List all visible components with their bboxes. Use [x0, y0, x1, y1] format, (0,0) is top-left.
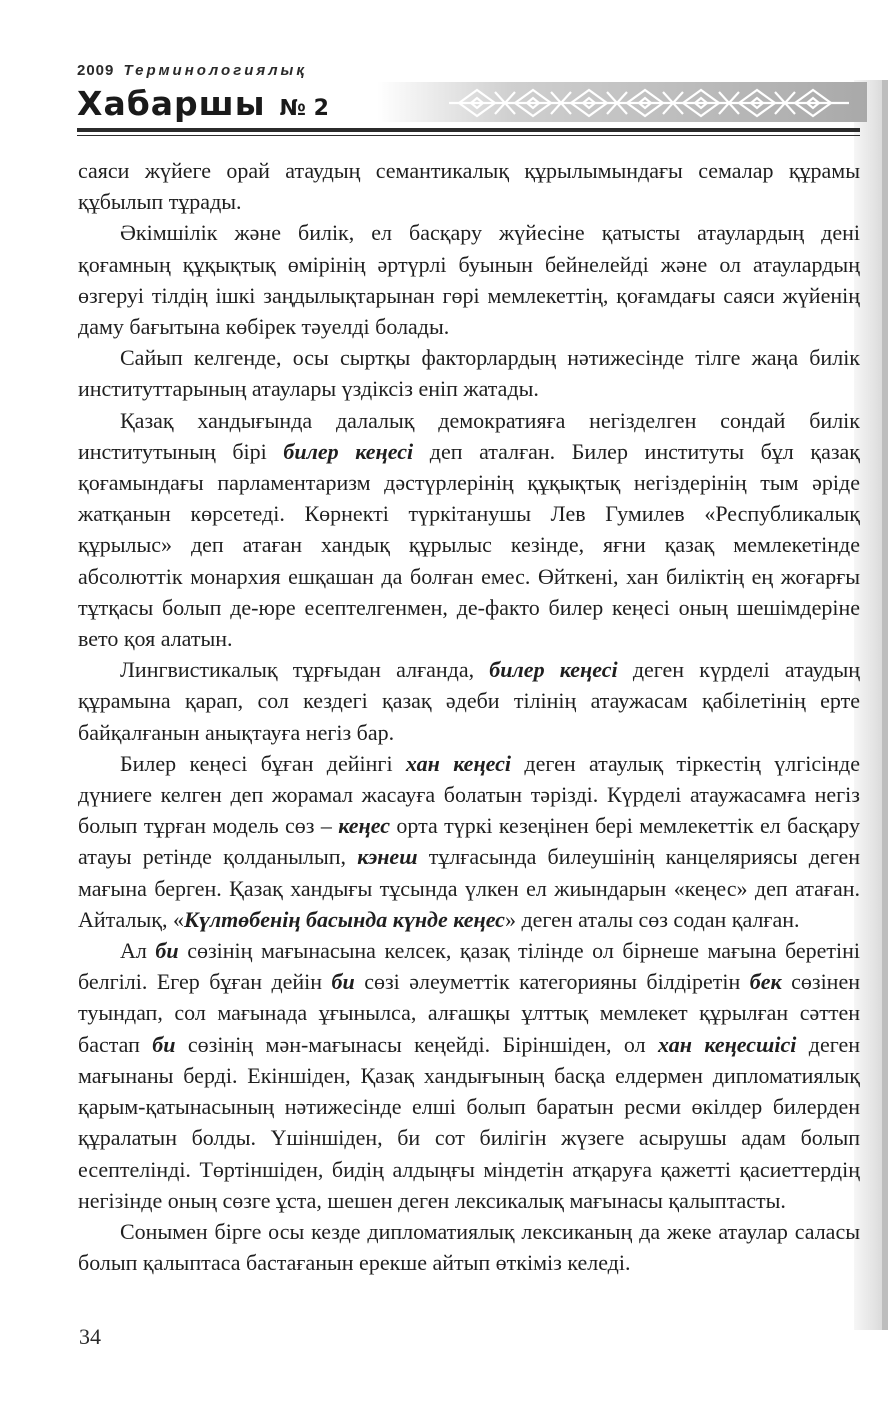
header-rule-thin: [77, 135, 860, 136]
header-rule-thick: [77, 128, 860, 132]
running-header: [77, 62, 860, 123]
page-edge-strip: [882, 80, 888, 1330]
emphasized-term: билер кеңесі: [283, 438, 414, 464]
emphasized-term: билер кеңесі: [489, 657, 618, 683]
emphasized-term: кеңес: [338, 813, 390, 839]
text-run: деген күрделі атаудың құрамына қарап, сол кездегі қазақ әдеби тілінің атаужасам қабілетінің ерте байқалғанын анықтауға негіз бар.: [78, 657, 860, 745]
paragraph: [78, 935, 860, 1216]
text-run: » деген аталы сөз содан қалған.: [504, 906, 800, 932]
text-run: Лингвистикалық тұрғыдан алғанда,: [120, 657, 490, 683]
text-run: деп аталған. Билер институты бұл қазақ қоғамындағы парламентаризм дәстүрлерінің құқықтық негіздерінің тым әріде жатқанын көрсетеді. Көрнекті түркітанушы Лев Гумилев «Республикалық құрылыс» деп атаған хандық құрылыс кезінде, яғни қазақ мемлекетінде абсолюттік монархия ешқашан да болған емес. Өйткені, хан биліктің ең жоғарғы тұтқасы болып де-юре есептелгенмен, де-факто билер кеңесі оның шешімдеріне вето қоя алатын.: [78, 438, 860, 652]
text-run: сөзінің мән-мағынасы кеңейді. Біріншіден, ол: [175, 1031, 658, 1057]
journal-year: 2009: [77, 62, 115, 79]
paragraph: [78, 654, 860, 748]
emphasized-term: хан кеңесі: [405, 750, 512, 776]
ornament-pattern: [449, 86, 849, 120]
text-run: Қазақ хандығында далалық демократияға негізделген сондай билік институтының бірі: [78, 407, 860, 464]
emphasized-term: Күлтөбенің басында күнде кеңес: [183, 906, 505, 932]
journal-name: Терминологиялық: [123, 62, 307, 79]
emphasized-term: би: [331, 969, 355, 995]
text-run: Сайып келгенде, осы сыртқы факторлардың нәтижесінде тілге жаңа билік институттарының атаулары үздіксіз еніп жатады.: [78, 345, 860, 402]
journal-title: [77, 84, 329, 123]
journal-title-word: Хабаршы: [77, 84, 266, 123]
emphasized-term: кэнеш: [357, 844, 418, 870]
issue-number: № 2: [279, 96, 329, 121]
paragraph: [78, 1216, 860, 1278]
emphasized-term: би: [155, 938, 179, 964]
paragraph: [78, 748, 860, 935]
text-run: саяси жүйеге орай атаудың семантикалық құрылымындағы семалар құрамы құбылып тұрады.: [78, 158, 860, 215]
text-run: деген атаулық тіркестің үлгісінде дүниеге келген деп жорамал жасауға болатын тәрізді. Күрделі атаужасамға негіз болып тұрған модель сөз –: [78, 750, 861, 839]
text-run: Ал: [120, 938, 156, 964]
article-body: [78, 155, 860, 1278]
text-run: сөзінің мағынасына келсек, қазақ тілінде ол бірнеше мағына беретіні белгілі. Егер бұған дейін: [78, 938, 860, 995]
paragraph: [78, 342, 860, 404]
emphasized-term: хан кеңесшісі: [658, 1031, 797, 1057]
paragraph: [78, 405, 860, 655]
journal-line: [77, 62, 860, 82]
text-run: Билер кеңесі бұған дейінгі: [120, 750, 406, 776]
text-run: деген мағынаны берді. Екіншіден, Қазақ хандығының басқа елдермен дипломатиялық қарым-қатынасының нәтижесінде елші болып баратын ресми өкілдер билерден құралатын болды. Үшіншіден, би сот билігін жүзеге асырушы адам болып есептелінді. Төртіншіден, бидің алдыңғы міндетін атқаруға қажетті қасиеттердің негізінде оның сөзге ұста, шешен деген лексикалық мағынасы қалыптасты.: [78, 1031, 860, 1213]
text-run: тұлғасында билеушінің канцеляриясы деген мағына берген. Қазақ хандығы тұсында үлкен ел жиындарын «кеңес» деп атаған. Айталық, «: [78, 844, 860, 932]
page-number: 34: [79, 1324, 101, 1349]
text-run: орта түркі кезеңінен бері мемлекеттік ел басқару атауы ретінде қолданылып,: [78, 813, 860, 870]
text-run: сөзі әлеуметтік категорияны білдіретін: [354, 969, 750, 995]
paragraph: [78, 217, 860, 342]
emphasized-term: би: [152, 1031, 176, 1057]
text-run: сөзінен туындап, сол мағынада ұғынылса, алғашқы ұлттық мемлекет құрылған сәттен бастап: [78, 969, 860, 1057]
text-run: Сонымен бірге осы кезде дипломатиялық лексиканың да жеке атаулар саласы болып қалыптаса бастағанын ерекше айтып өткіміз келеді.: [78, 1218, 860, 1276]
text-run: Әкімшілік және билік, ел басқару жүйесіне қатысты атаулардың дені қоғамның құқықтық өмірінің әртүрлі буынын бейнелейді және ол атаулардың өзгеруі тілдің ішкі заңдылықтарынан гөрі мемлекеттің, қоғамдағы саяси жүйенің даму бағытына көбірек тәуелді болады.: [78, 220, 860, 340]
emphasized-term: бек: [749, 969, 782, 995]
paragraph: [78, 155, 860, 217]
